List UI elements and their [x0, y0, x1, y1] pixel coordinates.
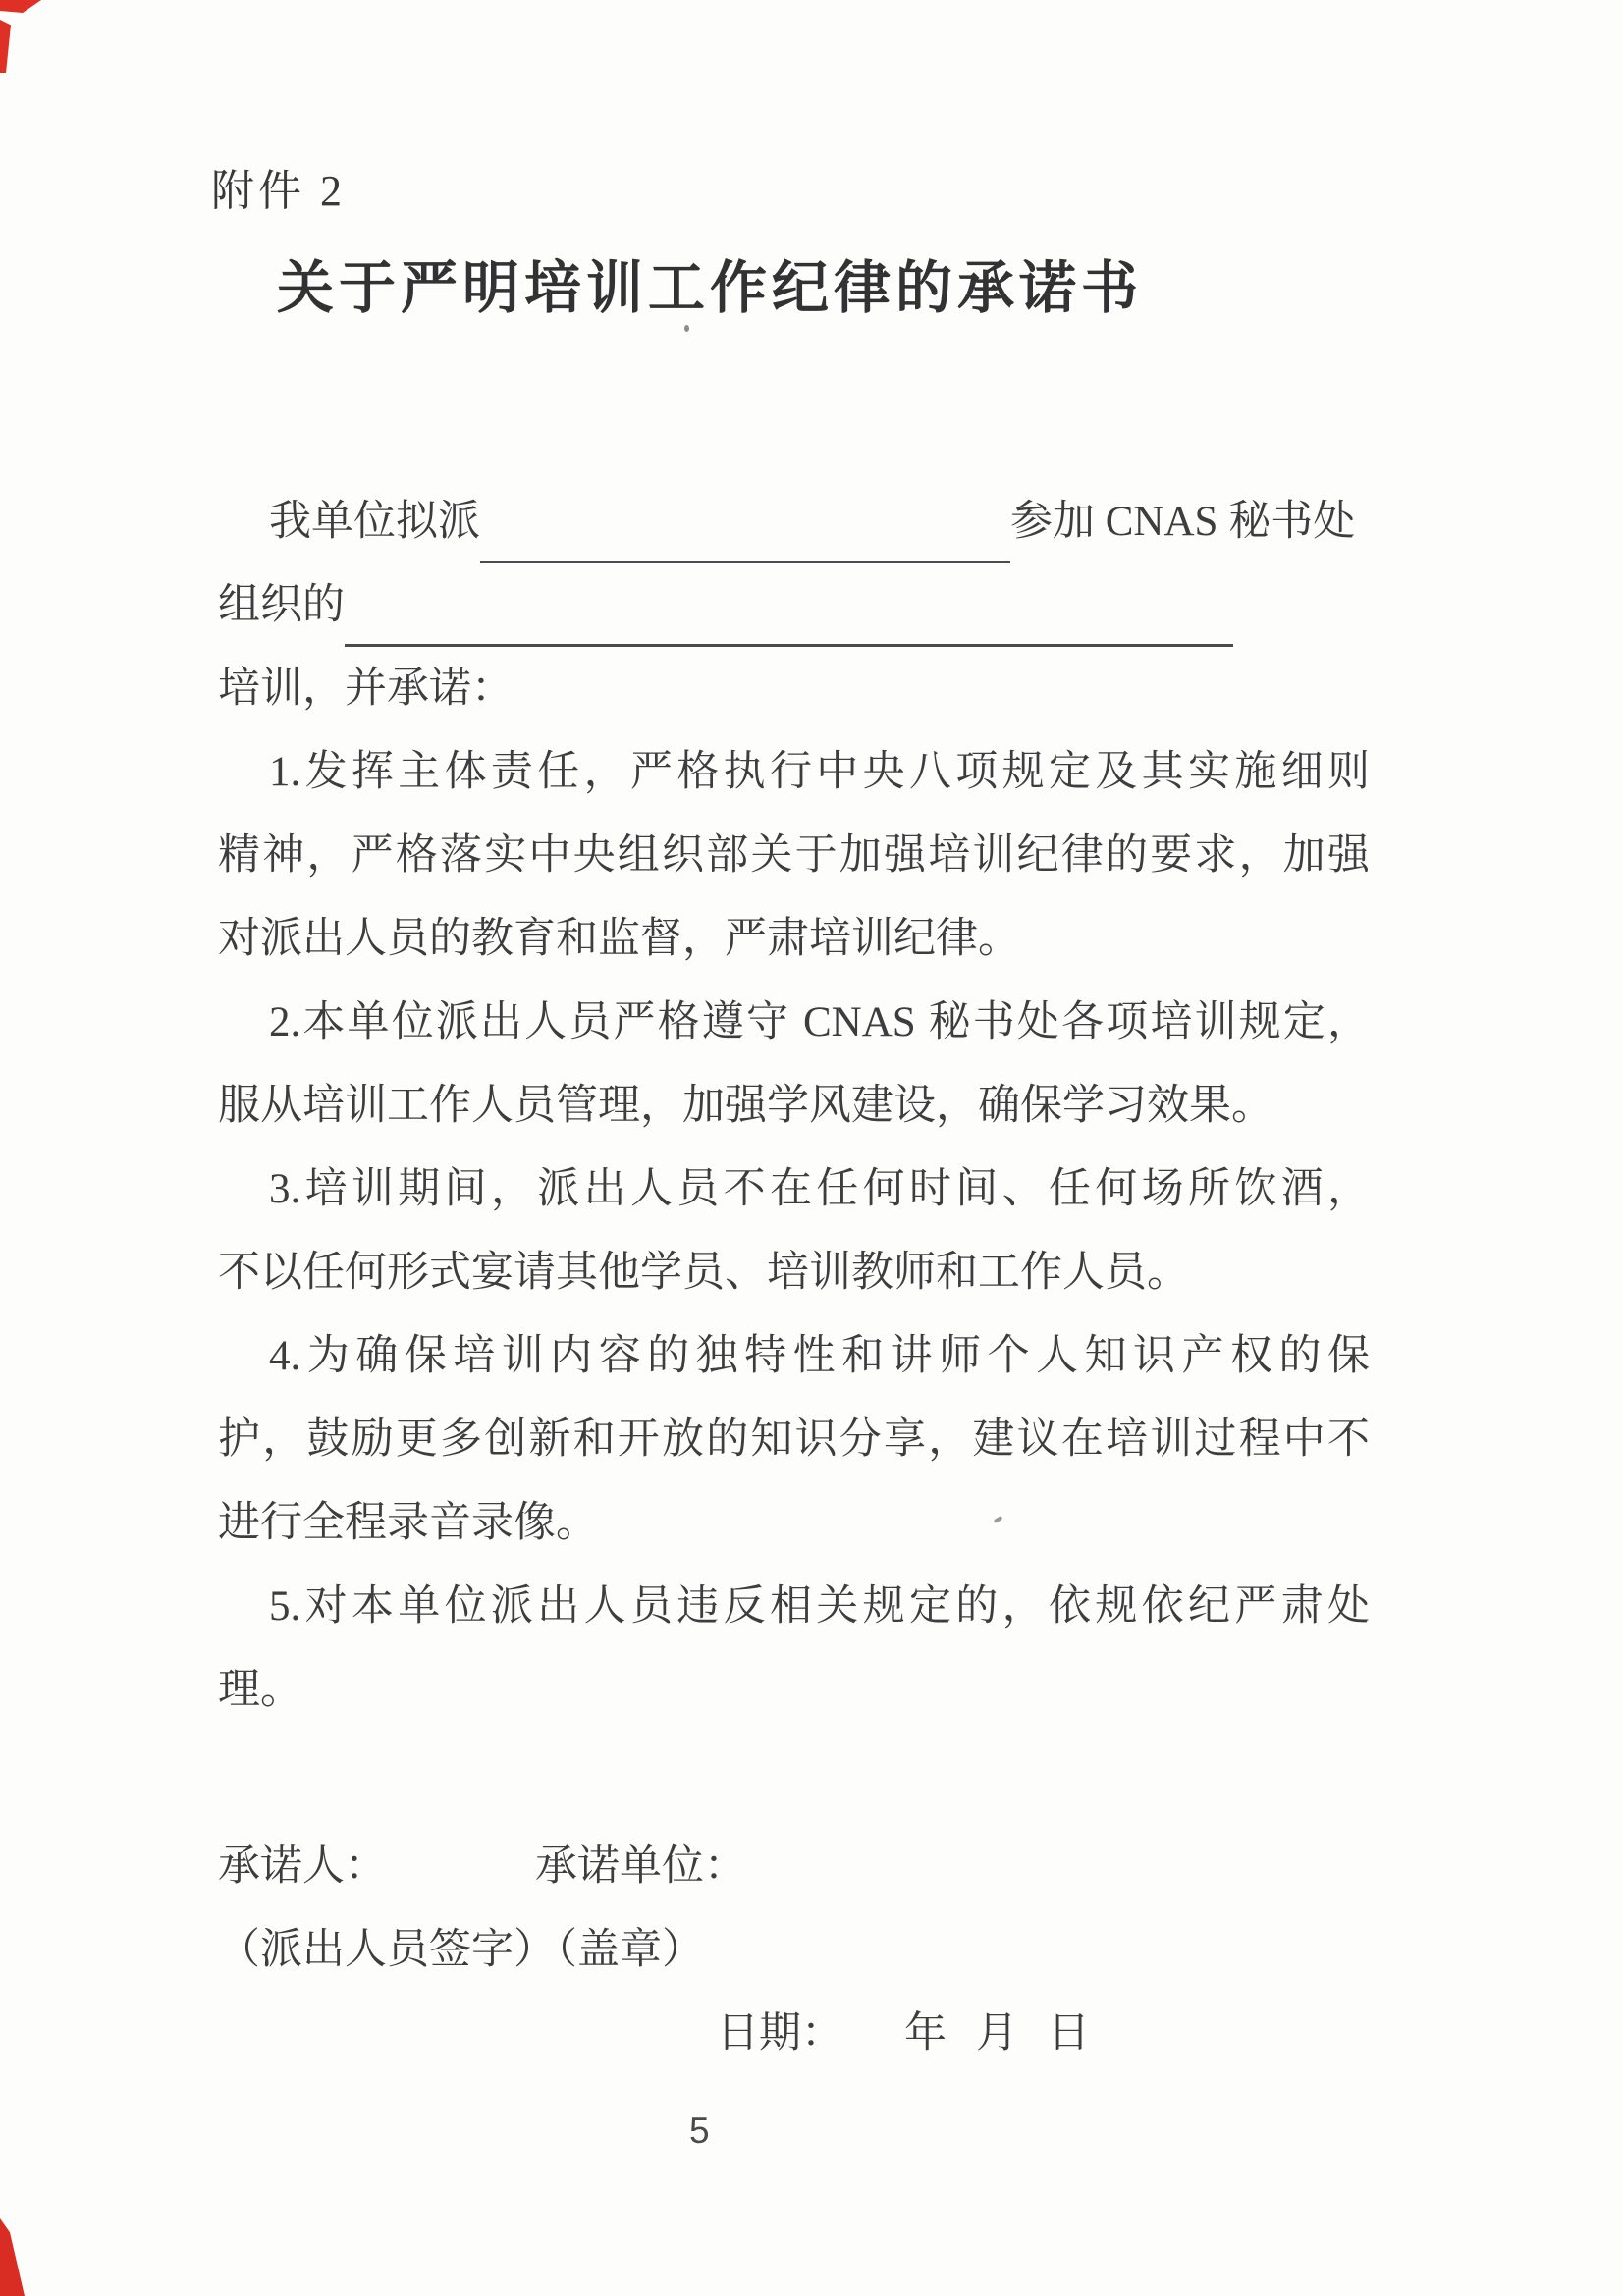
promisor-label: 承诺人： [218, 1843, 387, 1890]
intro-line1-suffix: 参加 CNAS 秘书处 [1010, 499, 1356, 545]
intro-line1-prefix: 我单位拟派 [269, 499, 480, 545]
date-year-label: 年 [904, 2010, 947, 2056]
signature-row-3 [218, 1992, 1370, 2075]
scan-artifact-top-icon [0, 0, 41, 13]
scan-speck-icon [684, 325, 689, 332]
signature-row-2 [218, 1908, 1370, 1992]
body-line-item5: 5.对本单位派出人员违反相关规定的，依规依纪严肃处 [269, 1583, 1370, 1629]
fill-in-blank-personnel [480, 517, 1010, 563]
body-line: 精神，严格落实中央组织部关于加强培训纪律的要求，加强 [218, 832, 1370, 879]
intro-line-2 [218, 563, 1370, 647]
date-line [717, 1992, 1090, 2075]
date-label: 日期： [717, 2010, 843, 2056]
date-month-label: 月 [976, 2010, 1018, 2056]
body-line-item4: 4.为确保培训内容的独特性和讲师个人知识产权的保 [269, 1333, 1370, 1379]
signature-section [218, 1825, 1370, 2075]
signature-row-1 [218, 1825, 1370, 1908]
unit-note: （盖章） [535, 1927, 704, 1973]
body-line-item2: 2.本单位派出人员严格遵守 CNAS 秘书处各项培训规定， [269, 999, 1370, 1045]
promisor-note: （派出人员签字） [218, 1927, 556, 1973]
document-title: 关于严明培训工作纪律的承诺书 [277, 256, 1144, 320]
scan-artifact-left-icon [0, 20, 11, 73]
fill-in-blank-training-name [345, 601, 1233, 647]
body-line: 进行全程录音录像。 [218, 1500, 598, 1546]
body-line-item1: 1.发挥主体责任，严格执行中央八项规定及其实施细则 [269, 749, 1370, 795]
body-line-item3: 3.培训期间，派出人员不在任何时间、任何场所饮酒， [269, 1166, 1370, 1212]
body-line: 服从培训工作人员管理，加强学风建设，确保学习效果。 [218, 1083, 1273, 1129]
intro-line-1 [218, 480, 1370, 563]
date-day-label: 日 [1048, 2010, 1090, 2056]
body-line: 护，鼓励更多创新和开放的知识分享，建议在培训过程中不 [218, 1416, 1370, 1463]
intro-line-3: 培训，并承诺： [218, 666, 514, 712]
intro-line2-prefix: 组织的 [218, 582, 345, 628]
page-number: 5 [689, 2110, 710, 2151]
body-line: 对派出人员的教育和监督，严肃培训纪律。 [218, 916, 1020, 962]
body-line: 理。 [218, 1667, 302, 1713]
document-body [218, 480, 1370, 1732]
attachment-label: 附件 2 [211, 167, 346, 215]
body-line: 不以任何形式宴请其他学员、培训教师和工作人员。 [218, 1250, 1189, 1296]
unit-label: 承诺单位： [535, 1843, 746, 1890]
scan-artifact-bottom-icon [0, 2218, 25, 2296]
